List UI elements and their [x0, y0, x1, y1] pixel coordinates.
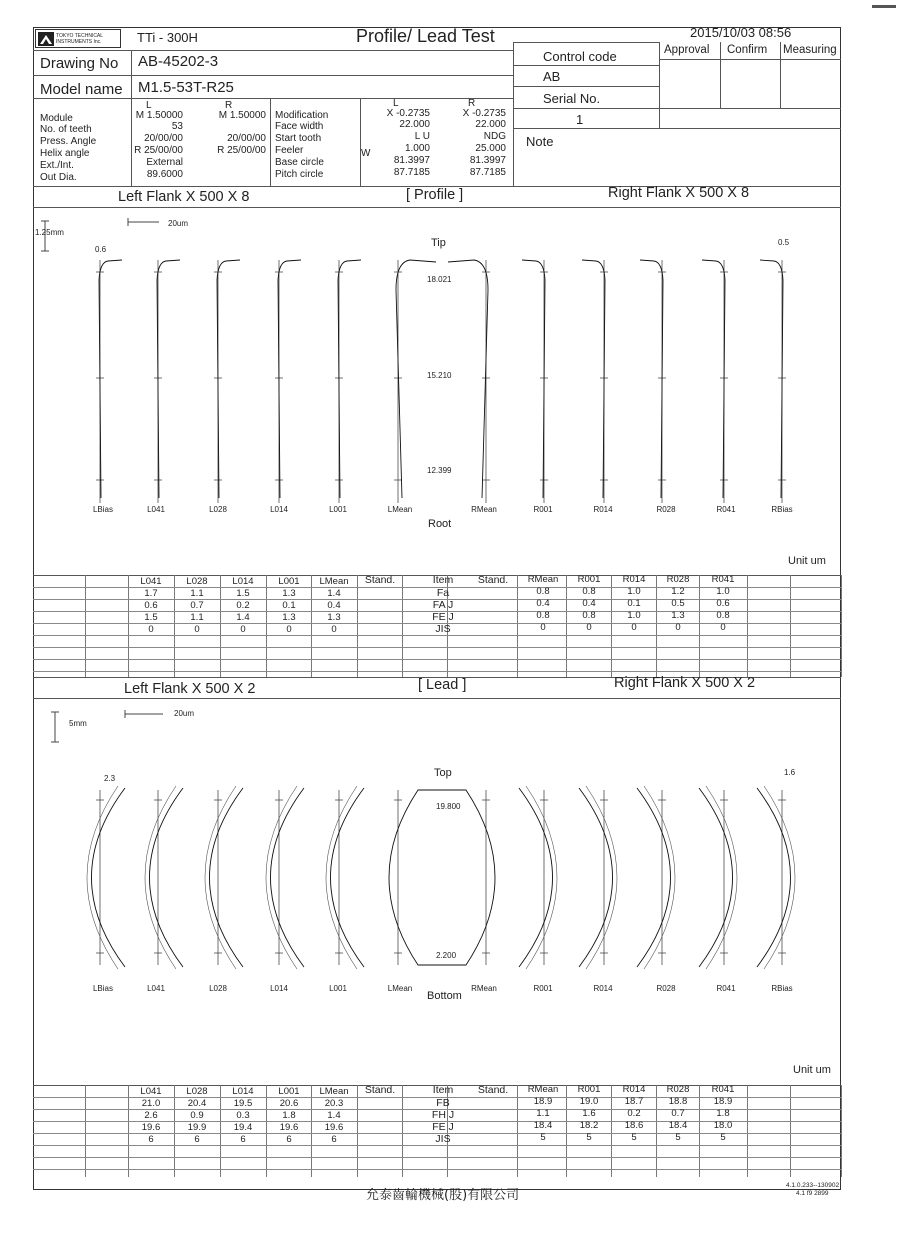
note-label: Note [526, 134, 554, 149]
spec2-label-1: Face width [275, 121, 324, 132]
lead_table-left-cell-3-0: 6 [148, 1134, 154, 1145]
profile_table-left-cell-2-0: 1.5 [144, 612, 158, 623]
spec-r-value-2: 20/00/00 [227, 133, 266, 144]
spec-l-value-4: External [146, 157, 183, 168]
measuring-label: Measuring [783, 44, 837, 56]
profile-trace-7 [522, 260, 545, 498]
lead-trace-4 [331, 788, 365, 967]
lead-corner-right: 1.6 [784, 768, 796, 777]
profile_table-left-cell-2-1: 1.1 [190, 612, 204, 623]
lead_table-right-cell-2-4: 18.0 [713, 1120, 733, 1131]
spec2-l-value-0: X -0.2735 [386, 108, 430, 119]
lead-label-9: R028 [656, 984, 676, 993]
profile-mark-0: 18.021 [427, 275, 452, 284]
profile-label-7: R001 [533, 505, 553, 514]
profile_table-left-cell-0-2: 1.5 [236, 588, 250, 599]
lead-label-6: RMean [471, 984, 497, 993]
spec2-l-value-2: L U [414, 131, 430, 142]
profile-label-10: R041 [716, 505, 736, 514]
lead_table-left-cell-1-2: 0.3 [236, 1110, 250, 1121]
company-name: 允泰齒輪機械(股)有限公司 [366, 1188, 520, 1203]
spec-l-value-3: R 25/00/00 [134, 145, 183, 156]
drawing-no-label: Drawing No [40, 55, 119, 72]
profile-label-9: R028 [656, 505, 676, 514]
profile_table-right-header-4: R041 [711, 574, 735, 585]
lead_table-right-cell-0-3: 18.8 [668, 1096, 688, 1107]
profile-chart [33, 207, 841, 575]
profile_table-stand-left: Stand. [364, 574, 396, 586]
lead_table-left-cell-2-4: 19.6 [324, 1122, 344, 1133]
serial-no-label: Serial No. [543, 91, 601, 106]
lead_table-right-cell-0-1: 19.0 [579, 1096, 599, 1107]
spec2-r-value-4: 81.3997 [469, 155, 506, 166]
profile-label-4: L001 [329, 505, 347, 514]
lead-mark-1: 2.200 [436, 951, 457, 960]
control-code-value: AB [543, 69, 561, 84]
lead_table-left-cell-0-4: 20.3 [324, 1098, 344, 1109]
profile_table-item-1: FA J [432, 599, 454, 611]
profile-section-title: [ Profile ] [406, 187, 464, 203]
lead_table-left-cell-0-2: 19.5 [233, 1098, 253, 1109]
profile_table-right-cell-0-0: 0.8 [536, 586, 550, 597]
lead-left-flank: Left Flank X 500 X 2 [124, 681, 256, 697]
lead-mark-0: 19.800 [436, 802, 461, 811]
profile-label-0: LBias [92, 505, 114, 514]
profile_table-right-cell-0-1: 0.8 [582, 586, 596, 597]
profile_table-left-header-1: L028 [186, 576, 208, 587]
spec2-label-2: Start tooth [275, 133, 322, 144]
report-datetime: 2015/10/03 08:56 [690, 25, 792, 40]
profile_table-right-cell-2-1: 0.8 [582, 610, 596, 621]
lead_table-right-cell-2-3: 18.4 [668, 1120, 688, 1131]
profile-trace-1 [157, 260, 180, 498]
lead_table-right-header-2: R014 [622, 1084, 646, 1095]
lead_table-right-header-1: R001 [577, 1084, 601, 1095]
lead_table-right-cell-0-0: 18.9 [533, 1096, 553, 1107]
spec-label-2: Press. Angle [40, 136, 97, 147]
lead-top-label: Top [434, 767, 452, 779]
machine-name: TTi - 300H [137, 30, 198, 45]
lead-trace-0 [92, 788, 126, 967]
lead-trace-3 [271, 788, 305, 967]
profile_table-left-cell-0-4: 1.4 [327, 588, 341, 599]
profile-root-label: Root [428, 518, 452, 530]
lead-scale-h-label: 20um [174, 709, 195, 718]
profile-label-2: L028 [209, 505, 227, 514]
lead_table-left-cell-0-0: 21.0 [141, 1098, 161, 1109]
lead_table-item-2: FE J [432, 1121, 454, 1133]
version-line-2: 4.1 f9 2899 [796, 1190, 829, 1197]
lead-trace-5 [389, 790, 458, 965]
profile-trace-11 [760, 260, 783, 498]
lead_table-right-cell-2-0: 18.4 [533, 1120, 553, 1131]
profile_table-left-cell-3-0: 0 [148, 624, 154, 635]
lead_table-stand-left: Stand. [364, 1084, 396, 1096]
lead_table-item-header: Item [432, 1084, 454, 1096]
profile_table-right-cell-3-4: 0 [720, 622, 726, 633]
lead_table-right-cell-3-1: 5 [586, 1132, 592, 1143]
spec2-l-value-4: 81.3997 [393, 155, 430, 166]
lead-trace-2 [210, 788, 244, 967]
profile-trace-9 [640, 260, 663, 498]
lead-label-4: L001 [329, 984, 347, 993]
profile_table-left-cell-1-1: 0.7 [190, 600, 204, 611]
lead_table-item-0: FB [436, 1097, 450, 1109]
logo [35, 29, 121, 48]
lead_table-right-cell-2-1: 18.2 [579, 1120, 599, 1131]
profile_table-stand-right: Stand. [477, 574, 509, 586]
profile_table-right-cell-3-1: 0 [586, 622, 592, 633]
spec-r-value-0: M 1.50000 [218, 110, 266, 121]
profile-label-5: LMean [387, 505, 413, 514]
lead_table-left-header-2: L014 [232, 1086, 254, 1097]
lead_table-right-header-4: R041 [711, 1084, 735, 1095]
model-name-value: M1.5-53T-R25 [138, 79, 234, 96]
spec2-l-value-3: 1.000 [404, 143, 430, 154]
lead-label-5: LMean [387, 984, 413, 993]
profile_table-right-cell-2-2: 1.0 [627, 610, 641, 621]
profile_table-left-cell-1-3: 0.1 [282, 600, 296, 611]
profile-label-6: RMean [471, 505, 497, 514]
profile_table-item-2: FE J [432, 611, 454, 623]
profile-trace-6 [448, 260, 488, 498]
profile-label-3: L014 [270, 505, 288, 514]
profile-scale-h-label: 20um [168, 219, 189, 228]
spec2-r-value-0: X -0.2735 [462, 108, 506, 119]
lead-trace-1 [150, 788, 184, 967]
profile_table-left-header-0: L041 [140, 576, 162, 587]
lead-trace-6 [426, 790, 495, 965]
lead_table-left-cell-3-3: 6 [286, 1134, 292, 1145]
lead_table-left-header-0: L041 [140, 1086, 162, 1097]
profile_table-right-cell-0-3: 1.2 [671, 586, 685, 597]
profile_table-left-cell-3-3: 0 [286, 624, 292, 635]
profile-trace-3 [278, 260, 301, 498]
profile_table-left-cell-2-2: 1.4 [236, 612, 250, 623]
profile-right-flank: Right Flank X 500 X 8 [608, 185, 750, 201]
profile_table-left-cell-0-3: 1.3 [282, 588, 296, 599]
lead_table-left-cell-3-4: 6 [331, 1134, 337, 1145]
profile_table-left-cell-0-1: 1.1 [190, 588, 204, 599]
profile-trace-10 [702, 260, 725, 498]
profile-label-11: RBias [771, 505, 793, 514]
lead_table-right-cell-1-0: 1.1 [536, 1108, 550, 1119]
lead-trace-8 [579, 788, 613, 967]
profile-left-flank: Left Flank X 500 X 8 [118, 189, 250, 205]
profile_table-left-cell-3-1: 0 [194, 624, 200, 635]
profile-mark-1: 15.210 [427, 371, 452, 380]
lead_table-right-header-3: R028 [666, 1084, 690, 1095]
profile-mark-2: 12.399 [427, 466, 452, 475]
profile_table-right-cell-1-4: 0.6 [716, 598, 730, 609]
profile_table-right-cell-1-0: 0.4 [536, 598, 550, 609]
spec2-label-4: Base circle [275, 157, 324, 168]
lead_table-left-cell-1-0: 2.6 [144, 1110, 158, 1121]
lead-label-0: LBias [92, 984, 114, 993]
lead_table-left-header-4: LMean [319, 1086, 349, 1097]
lead-trace-11 [757, 788, 791, 967]
lead-bottom-label: Bottom [427, 990, 462, 1002]
profile_table-right-cell-0-4: 1.0 [716, 586, 730, 597]
logo-text: TOKYO TECHNICAL INSTRUMENTS Inc. [56, 33, 103, 45]
lead-label-10: R041 [716, 984, 736, 993]
profile-tip-label: Tip [431, 237, 446, 249]
lead_table-item-1: FH J [431, 1109, 455, 1121]
profile-label-8: R014 [593, 505, 613, 514]
lead-table [33, 1085, 841, 1177]
lead-label-1: L041 [147, 984, 165, 993]
logo-icon [38, 32, 54, 46]
profile-label-1: L041 [147, 505, 165, 514]
profile_table-right-cell-1-2: 0.1 [627, 598, 641, 609]
lead_table-left-cell-3-2: 6 [240, 1134, 246, 1145]
lead-chart [33, 698, 841, 1085]
spec-col-r2: R [468, 98, 476, 109]
profile_table-left-cell-3-2: 0 [240, 624, 246, 635]
spec2-label-3: Feeler [275, 145, 304, 156]
spec-label-4: Ext./Int. [40, 160, 74, 171]
spec-col-l2: L [393, 98, 399, 109]
profile_table-left-cell-1-4: 0.4 [327, 600, 341, 611]
lead-label-2: L028 [209, 984, 227, 993]
lead_table-left-cell-0-1: 20.4 [187, 1098, 207, 1109]
spec-label-1: No. of teeth [40, 124, 92, 135]
lead_table-left-cell-2-3: 19.6 [279, 1122, 299, 1133]
spec2-r-value-5: 87.7185 [469, 167, 506, 178]
lead_table-stand-right: Stand. [477, 1084, 509, 1096]
profile_table-left-header-4: LMean [319, 576, 349, 587]
lead_table-left-header-3: L001 [278, 1086, 300, 1097]
lead_table-left-cell-1-1: 0.9 [190, 1110, 204, 1121]
drawing-no-value: AB-45202-3 [138, 53, 219, 70]
spec2-r-value-1: 22.000 [475, 119, 506, 130]
profile_table-left-cell-3-4: 0 [331, 624, 337, 635]
lead_table-left-cell-2-0: 19.6 [141, 1122, 161, 1133]
spec-l-value-2: 20/00/00 [144, 133, 183, 144]
lead-section-title: [ Lead ] [418, 677, 467, 693]
lead_table-left-cell-3-1: 6 [194, 1134, 200, 1145]
spec-r-value-3: R 25/00/00 [217, 145, 266, 156]
lead-trace-10 [699, 788, 733, 967]
lead_table-right-cell-3-3: 5 [675, 1132, 681, 1143]
profile_table-right-cell-3-3: 0 [675, 622, 681, 633]
lead_table-right-cell-3-2: 5 [631, 1132, 637, 1143]
lead_table-right-cell-0-2: 18.7 [624, 1096, 644, 1107]
lead_table-right-header-0: RMean [527, 1084, 559, 1095]
profile_table-left-header-3: L001 [278, 576, 300, 587]
spec2-label-5: Pitch circle [275, 169, 324, 180]
profile_table-item-0: Fa [436, 587, 450, 599]
lead_table-right-cell-1-2: 0.2 [627, 1108, 641, 1119]
profile-trace-4 [338, 260, 361, 498]
lead-unit: Unit um [793, 1064, 831, 1076]
spec-col-l: L [146, 100, 152, 111]
corner-mark [872, 5, 896, 8]
profile_table-left-cell-1-0: 0.6 [144, 600, 158, 611]
profile_table-right-cell-3-0: 0 [540, 622, 546, 633]
feeler-prefix: W [361, 148, 371, 159]
lead_table-left-cell-2-1: 19.9 [187, 1122, 207, 1133]
lead_table-right-cell-1-4: 1.8 [716, 1108, 730, 1119]
lead_table-right-cell-1-1: 1.6 [582, 1108, 596, 1119]
lead-scale-v-label: 5mm [69, 719, 87, 728]
lead-label-3: L014 [270, 984, 288, 993]
profile_table-right-header-3: R028 [666, 574, 690, 585]
lead-trace-7 [519, 788, 553, 967]
lead-corner-left: 2.3 [104, 774, 116, 783]
profile_table-right-cell-1-1: 0.4 [582, 598, 596, 609]
lead-label-11: RBias [771, 984, 793, 993]
lead-trace-9 [637, 788, 671, 967]
spec-label-5: Out Dia. [40, 172, 77, 183]
profile_table-left-cell-0-0: 1.7 [144, 588, 158, 599]
lead_table-item-3: JIS [435, 1133, 451, 1145]
lead_table-left-header-1: L028 [186, 1086, 208, 1097]
profile_table-item-3: JIS [435, 623, 451, 635]
spec-l-value-5: 89.6000 [146, 169, 183, 180]
spec2-r-value-2: NDG [483, 131, 506, 142]
lead_table-right-cell-2-2: 18.6 [624, 1120, 644, 1131]
profile_table-right-cell-2-0: 0.8 [536, 610, 550, 621]
lead-right-flank: Right Flank X 500 X 2 [614, 675, 756, 691]
profile_table-right-cell-2-3: 1.3 [671, 610, 685, 621]
spec2-label-0: Modification [275, 110, 329, 121]
lead_table-left-cell-0-3: 20.6 [279, 1098, 299, 1109]
profile_table-right-cell-2-4: 0.8 [716, 610, 730, 621]
spec-col-r: R [225, 100, 233, 111]
profile-scale-v-label: 1.25mm [35, 228, 64, 237]
control-code-label: Control code [543, 49, 617, 64]
profile-unit: Unit um [788, 555, 826, 567]
spec2-r-value-3: 25.000 [475, 143, 506, 154]
profile_table-right-cell-1-3: 0.5 [671, 598, 685, 609]
profile-table [33, 575, 841, 677]
profile-trace-8 [582, 260, 605, 498]
lead_table-left-cell-1-3: 1.8 [282, 1110, 296, 1121]
profile_table-left-header-2: L014 [232, 576, 254, 587]
profile-corner-right: 0.5 [778, 238, 790, 247]
lead_table-left-cell-2-2: 19.4 [233, 1122, 253, 1133]
profile-corner-left: 0.6 [95, 245, 107, 254]
spec2-l-value-1: 22.000 [399, 119, 430, 130]
model-name-label: Model name [40, 81, 123, 98]
lead_table-right-cell-0-4: 18.9 [713, 1096, 733, 1107]
profile-trace-0 [99, 260, 122, 498]
version-line-1: 4.1.0.233--130902 [786, 1182, 840, 1189]
spec-l-value-0: M 1.50000 [135, 110, 183, 121]
profile_table-left-cell-1-2: 0.2 [236, 600, 250, 611]
lead_table-right-cell-1-3: 0.7 [671, 1108, 685, 1119]
profile_table-right-header-2: R014 [622, 574, 646, 585]
lead_table-left-cell-1-4: 1.4 [327, 1110, 341, 1121]
spec-label-3: Helix angle [40, 148, 90, 159]
spec-l-value-1: 53 [171, 121, 183, 132]
lead-label-7: R001 [533, 984, 553, 993]
spec-label-0: Module [40, 113, 73, 124]
profile_table-right-header-0: RMean [527, 574, 559, 585]
lead_table-right-cell-3-0: 5 [540, 1132, 546, 1143]
serial-no-value: 1 [576, 112, 584, 127]
profile_table-left-cell-2-3: 1.3 [282, 612, 296, 623]
spec2-l-value-5: 87.7185 [393, 167, 430, 178]
lead_table-right-cell-3-4: 5 [720, 1132, 726, 1143]
profile_table-right-cell-3-2: 0 [631, 622, 637, 633]
profile-trace-2 [217, 260, 240, 498]
profile_table-right-cell-0-2: 1.0 [627, 586, 641, 597]
lead-label-8: R014 [593, 984, 613, 993]
profile_table-left-cell-2-4: 1.3 [327, 612, 341, 623]
profile_table-item-header: Item [432, 574, 454, 586]
confirm-label: Confirm [727, 44, 768, 56]
approval-label: Approval [664, 44, 710, 56]
profile_table-right-header-1: R001 [577, 574, 601, 585]
report-title: Profile/ Lead Test [356, 26, 495, 46]
